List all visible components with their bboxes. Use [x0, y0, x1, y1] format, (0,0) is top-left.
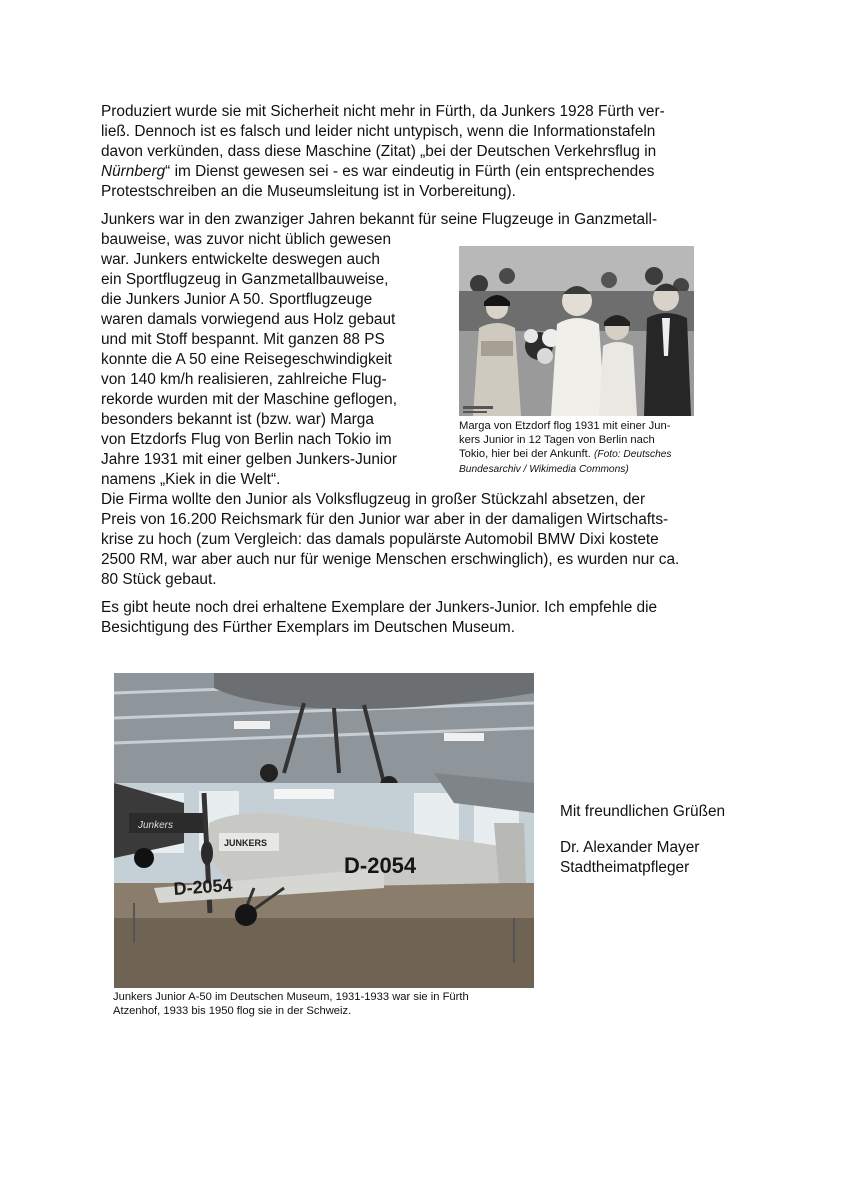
- text-line: von 140 km/h realisieren, zahlreiche Flug-: [101, 371, 387, 388]
- closing-greeting: Mit freundlichen Grüßen: [560, 803, 726, 820]
- caption-line: Marga von Etzdorf flog 1931 mit einer Jun-: [459, 420, 671, 432]
- caption-line: Atzenhof, 1933 bis 1950 flog sie in der Schweiz.: [113, 1005, 352, 1017]
- paragraph-junior-a50: [101, 230, 431, 490]
- text-line: [101, 162, 746, 182]
- fuselage-logo-text: JUNKERS: [224, 838, 268, 848]
- text-line: besonders bekannt ist (bzw. war) Marga: [101, 411, 374, 428]
- caption-line: [459, 447, 672, 462]
- text-line: bauweise, was zuvor nicht üblich gewesen: [101, 231, 392, 248]
- text-line: von Etzdorfs Flug von Berlin nach Tokio im: [101, 431, 392, 448]
- text-line: und mit Stoff bespannt. Mit ganzen 88 PS: [101, 331, 385, 348]
- text-line: namens „Kiek in die Welt“.: [101, 471, 281, 488]
- text-line: ein Sportflugzeug in Ganzmetallbauweise,: [101, 271, 389, 288]
- text-line: die Junkers Junior A 50. Sportflugzeuge: [101, 291, 373, 308]
- paragraph-ganzmetall-intro: [101, 210, 746, 230]
- photo-caption-etzdorf: [459, 419, 672, 477]
- photo-junkers-junior-museum: [114, 673, 534, 988]
- text-line: rekorde wurden mit der Maschine geflogen,: [101, 391, 397, 408]
- caption-text: Tokio, hier bei der Ankunft.: [459, 448, 591, 460]
- paragraph-volksflugzeug: [101, 490, 746, 590]
- text-line: Preis von 16.200 Reichsmark für den Junior war aber in der damaligen Wirtschafts-: [101, 511, 669, 528]
- spacer: [560, 822, 725, 838]
- text-line: konnte die A 50 eine Reisegeschwindigkeit: [101, 351, 392, 368]
- caption-line: [459, 462, 672, 477]
- text-line: ließ. Dennoch ist es falsch und leider nicht untypisch, wenn die Informationstafeln: [101, 123, 656, 140]
- text-line: 80 Stück gebaut.: [101, 571, 217, 588]
- text-line: waren damals vorwiegend aus Holz gebaut: [101, 311, 396, 328]
- text-line: Jahre 1931 mit einer gelben Junkers-Junior: [101, 451, 398, 468]
- photo-marga-von-etzdorf: [459, 246, 694, 416]
- paragraph-fuerth-production: [101, 102, 746, 202]
- caption-line: Junkers Junior A-50 im Deutschen Museum, 1931-1933 war sie in Fürth: [113, 991, 469, 1003]
- photo-credit: Bundesarchiv / Wikimedia Commons): [459, 464, 629, 475]
- text-line: krise zu hoch (zum Vergleich: das damals populärste Automobil BMW Dixi kostete: [101, 531, 659, 548]
- italic-city-name: Nürnberg: [101, 163, 166, 180]
- text-line: 2500 RM, war aber auch nur für wenige Menschen erschwinglich), es wurden nur ca.: [101, 551, 680, 568]
- text-line: war. Junkers entwickelte deswegen auch: [101, 251, 380, 268]
- photo-illustration: [114, 673, 534, 988]
- photo-caption-museum: [113, 990, 469, 1018]
- paragraph-recommendation: [101, 598, 746, 638]
- text-line: Die Firma wollte den Junior als Volksflugzeug in großer Stückzahl absetzen, der: [101, 491, 646, 508]
- fuselage-registration-text: D-2054: [344, 853, 417, 878]
- text-line: Produziert wurde sie mit Sicherheit nicht mehr in Fürth, da Junkers 1928 Fürth ver-: [101, 103, 665, 120]
- text-line: davon verkünden, dass diese Maschine (Zitat) „bei der Deutschen Verkehrsflug in: [101, 143, 657, 160]
- wing-registration-text: D-2054: [172, 874, 234, 899]
- text-line: Es gibt heute noch drei erhaltene Exemplare der Junkers-Junior. Ich empfehle die: [101, 599, 658, 616]
- photo-credit: (Foto: Deutsches: [593, 449, 672, 460]
- signature-block: [560, 802, 725, 878]
- signer-name: Dr. Alexander Mayer: [560, 839, 700, 856]
- photo-illustration: [459, 246, 694, 416]
- text-line-rest: “ im Dienst gewesen sei - es war eindeutig in Fürth (ein entsprechendes: [165, 163, 655, 180]
- caption-line: kers Junior in 12 Tagen von Berlin nach: [459, 434, 655, 446]
- plane-logo-text: Junkers: [138, 820, 174, 831]
- text-line: Besichtigung des Fürther Exemplars im Deutschen Museum.: [101, 619, 516, 636]
- signer-title: Stadtheimatpfleger: [560, 859, 690, 876]
- text-line: Junkers war in den zwanziger Jahren bekannt für seine Flugzeuge in Ganzmetall-: [101, 211, 658, 228]
- text-line: Protestschreiben an die Museumsleitung ist in Vorbereitung).: [101, 183, 516, 200]
